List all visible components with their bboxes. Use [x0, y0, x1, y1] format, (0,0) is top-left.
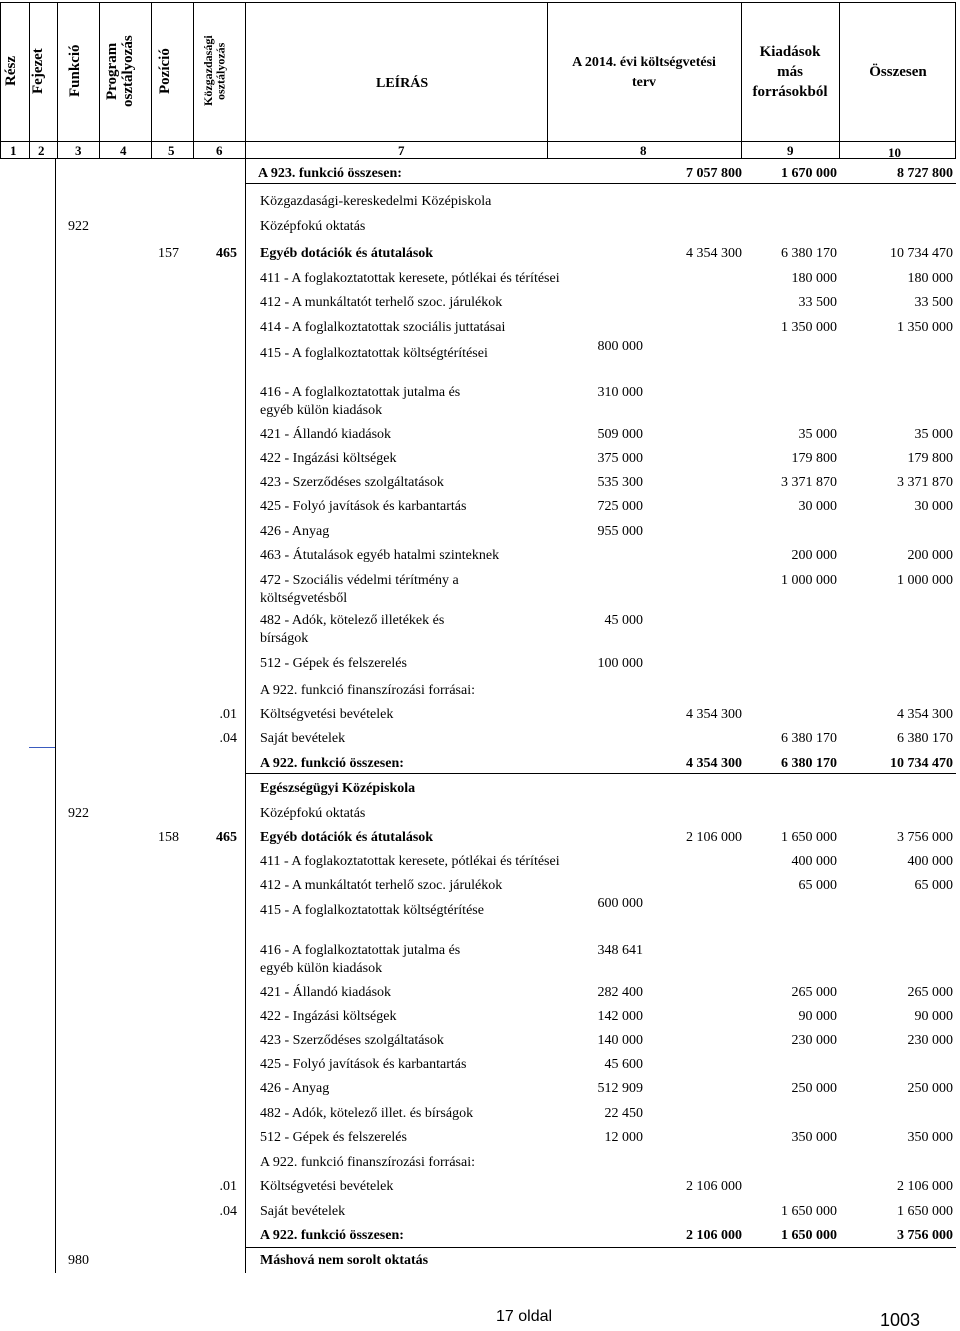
other-source-amount: 1 650 000 [781, 830, 837, 845]
position-code: .01 [219, 1179, 237, 1194]
other-source-amount: 179 800 [791, 451, 837, 466]
row-description-cont: egyéb külön kiadások [260, 403, 383, 418]
col-num-9: 9 [787, 143, 794, 158]
position-code: .01 [219, 707, 237, 722]
col-header-leiras: LEÍRÁS [376, 76, 429, 91]
row-description: Középfokú oktatás [260, 219, 366, 234]
function-code: 922 [68, 806, 89, 821]
col-header-pozicio: Pozíció [157, 48, 173, 94]
position-code: 465 [216, 830, 237, 845]
row-description: 482 - Adók, kötelező illet. és bírságok [260, 1106, 474, 1121]
cost-item-amount: 140 000 [597, 1033, 643, 1048]
other-source-amount: 250 000 [791, 1081, 837, 1096]
row-description: Költségvetési bevételek [260, 707, 394, 722]
col-num-1: 1 [10, 143, 17, 158]
plan-amount: 7 057 800 [686, 166, 742, 181]
row-description: 421 - Állandó kiadások [260, 985, 392, 1000]
row-description: A 922. funkció összesen: [260, 756, 404, 771]
other-source-amount: 1 650 000 [781, 1204, 837, 1219]
position-code: .04 [219, 731, 237, 746]
total-amount: 6 380 170 [897, 731, 953, 746]
row-description: A 923. funkció összesen: [258, 166, 402, 181]
row-description: A 922. funkció finanszírozási forrásai: [260, 1155, 475, 1170]
plan-amount: 4 354 300 [686, 246, 742, 261]
col-header-kiadasok-line2: más [777, 64, 803, 80]
col-num-4: 4 [120, 143, 127, 158]
total-amount: 265 000 [907, 985, 953, 1000]
row-description: 416 - A foglalkoztatottak jutalma és [260, 385, 461, 400]
col-num-10: 10 [888, 145, 901, 160]
row-description: 472 - Szociális védelmi térítmény a [260, 573, 459, 588]
col-header-kozgazd-line2: osztályozás [213, 42, 228, 100]
row-description: Költségvetési bevételek [260, 1179, 394, 1194]
total-amount: 230 000 [907, 1033, 953, 1048]
row-description: 412 - A munkáltatót terhelő szoc. járulékok [260, 878, 503, 893]
row-description: 512 - Gépek és felszerelés [260, 656, 407, 671]
row-description: 421 - Állandó kiadások [260, 427, 392, 442]
row-description: Egyéb dotációk és átutalások [260, 246, 434, 261]
cost-item-amount: 509 000 [597, 427, 643, 442]
col-num-5: 5 [168, 143, 175, 158]
cost-item-amount: 45 600 [604, 1057, 643, 1072]
row-description: Egészségügyi Középiskola [260, 781, 416, 796]
page-number: 1003 [880, 1310, 921, 1330]
plan-amount: 4 354 300 [686, 707, 742, 722]
cost-item-amount: 955 000 [597, 524, 643, 539]
row-description: A 922. funkció összesen: [260, 1228, 404, 1243]
col-header-program [105, 8, 145, 134]
row-description: 411 - A foglakoztatottak keresete, pótlékai és térítései [260, 271, 560, 286]
col-num-2: 2 [38, 143, 45, 158]
other-source-amount: 1 670 000 [781, 166, 837, 181]
cost-item-amount: 512 909 [597, 1081, 643, 1096]
col-header-resz: Rész [3, 56, 19, 86]
row-description: A 922. funkció finanszírozási forrásai: [260, 683, 475, 698]
row-description-cont: költségvetésből [260, 591, 348, 606]
row-description: Máshová nem sorolt oktatás [260, 1253, 429, 1268]
function-code: 922 [68, 219, 89, 234]
cost-item-amount: 12 000 [604, 1130, 643, 1145]
total-amount: 33 500 [914, 295, 953, 310]
total-amount: 1 650 000 [897, 1204, 953, 1219]
row-description: 422 - Ingázási költségek [260, 1009, 397, 1024]
row-description: Közgazdasági-kereskedelmi Középiskola [260, 194, 492, 209]
total-amount: 350 000 [907, 1130, 953, 1145]
col-num-6: 6 [216, 143, 223, 158]
row-description: 415 - A foglalkoztatottak költségtérítései [260, 346, 488, 361]
cost-item-amount: 310 000 [597, 385, 643, 400]
total-amount: 2 106 000 [897, 1179, 953, 1194]
total-amount: 65 000 [914, 878, 953, 893]
other-source-amount: 200 000 [791, 548, 837, 563]
total-amount: 4 354 300 [897, 707, 953, 722]
cost-item-amount: 600 000 [597, 896, 643, 911]
total-amount: 8 727 800 [897, 166, 953, 181]
col-header-kozgazd [202, 8, 236, 134]
cost-item-amount: 22 450 [604, 1106, 643, 1121]
other-source-amount: 230 000 [791, 1033, 837, 1048]
row-description: 425 - Folyó javítások és karbantartás [260, 499, 467, 514]
row-description: 411 - A foglakoztatottak keresete, pótlékai és térítései [260, 854, 560, 869]
total-amount: 10 734 470 [890, 756, 953, 771]
total-amount: 1 350 000 [897, 320, 953, 335]
col-header-program-line2: osztályozás [119, 35, 136, 107]
total-amount: 1 000 000 [897, 573, 953, 588]
row-description: Középfokú oktatás [260, 806, 366, 821]
other-source-amount: 35 000 [798, 427, 837, 442]
col-header-kiadasok [742, 42, 838, 102]
row-description: 463 - Átutalások egyéb hatalmi szinteknek [260, 548, 500, 563]
other-source-amount: 3 371 870 [781, 475, 837, 490]
col-header-kozgazd-line1: Közgazdasági [201, 35, 215, 107]
other-source-amount: 180 000 [791, 271, 837, 286]
other-source-amount: 90 000 [798, 1009, 837, 1024]
cost-item-amount: 100 000 [597, 656, 643, 671]
other-source-amount: 30 000 [798, 499, 837, 514]
col-num-7: 7 [398, 143, 405, 158]
other-source-amount: 65 000 [798, 878, 837, 893]
other-source-amount: 6 380 170 [781, 731, 837, 746]
total-amount: 3 756 000 [897, 830, 953, 845]
row-description: Egyéb dotációk és átutalások [260, 830, 434, 845]
other-source-amount: 1 000 000 [781, 573, 837, 588]
col-header-fejezet: Fejezet [30, 48, 46, 94]
other-source-amount: 1 650 000 [781, 1228, 837, 1243]
total-amount: 35 000 [914, 427, 953, 442]
row-description: 426 - Anyag [260, 524, 330, 539]
cost-item-amount: 800 000 [597, 339, 643, 354]
total-amount: 30 000 [914, 499, 953, 514]
total-amount: 400 000 [907, 854, 953, 869]
program-code: 158 [158, 830, 179, 845]
position-code: 465 [216, 246, 237, 261]
other-source-amount: 33 500 [798, 295, 837, 310]
total-amount: 90 000 [914, 1009, 953, 1024]
cost-item-amount: 348 641 [597, 943, 643, 958]
col-header-osszesen: Összesen [869, 64, 927, 80]
row-description: Saját bevételek [260, 1204, 346, 1219]
row-description: 416 - A foglalkoztatottak jutalma és [260, 943, 461, 958]
cost-item-amount: 375 000 [597, 451, 643, 466]
col-header-terv-line2: terv [631, 75, 657, 90]
cost-item-amount: 282 400 [597, 985, 643, 1000]
row-description: 426 - Anyag [260, 1081, 330, 1096]
other-source-amount: 6 380 170 [781, 756, 837, 771]
page-label: 17 oldal [496, 1308, 553, 1325]
plan-amount: 2 106 000 [686, 1179, 742, 1194]
row-description-cont: bírságok [260, 631, 309, 646]
other-source-amount: 350 000 [791, 1130, 837, 1145]
col-header-program-line1: Program [104, 42, 120, 100]
total-amount: 179 800 [907, 451, 953, 466]
row-description: 482 - Adók, kötelező illetékek és [260, 613, 445, 628]
other-source-amount: 1 350 000 [781, 320, 837, 335]
plan-amount: 2 106 000 [686, 1228, 742, 1243]
col-header-kiadasok-line3: forrásokból [752, 84, 828, 100]
row-description: 414 - A foglalkoztatottak szociális juttatásai [260, 320, 506, 335]
function-code: 980 [68, 1253, 89, 1268]
total-amount: 3 371 870 [897, 475, 953, 490]
row-description: 512 - Gépek és felszerelés [260, 1130, 407, 1145]
total-amount: 10 734 470 [890, 246, 953, 261]
row-description: 415 - A foglalkoztatottak költségtérítése [260, 903, 484, 918]
row-description: 425 - Folyó javítások és karbantartás [260, 1057, 467, 1072]
cost-item-amount: 142 000 [597, 1009, 643, 1024]
total-amount: 200 000 [907, 548, 953, 563]
other-source-amount: 265 000 [791, 985, 837, 1000]
col-num-8: 8 [640, 143, 647, 158]
total-amount: 180 000 [907, 271, 953, 286]
row-description: 422 - Ingázási költségek [260, 451, 397, 466]
total-amount: 3 756 000 [897, 1228, 953, 1243]
program-code: 157 [158, 246, 179, 261]
col-header-terv-line1: A 2014. évi költségvetési [572, 55, 716, 70]
plan-amount: 2 106 000 [686, 830, 742, 845]
position-code: .04 [219, 1204, 237, 1219]
row-description: Saját bevételek [260, 731, 346, 746]
row-description: 423 - Szerződéses szolgáltatások [260, 475, 444, 490]
col-header-funkcio: Funkció [67, 44, 83, 98]
col-num-3: 3 [75, 143, 82, 158]
row-description-cont: egyéb külön kiadások [260, 961, 383, 976]
plan-amount: 4 354 300 [686, 756, 742, 771]
cost-item-amount: 45 000 [604, 613, 643, 628]
row-description: 423 - Szerződéses szolgáltatások [260, 1033, 444, 1048]
col-header-terv [548, 53, 740, 93]
other-source-amount: 400 000 [791, 854, 837, 869]
cost-item-amount: 535 300 [597, 475, 643, 490]
total-amount: 250 000 [907, 1081, 953, 1096]
col-header-kiadasok-line1: Kiadások [759, 44, 821, 60]
other-source-amount: 6 380 170 [781, 246, 837, 261]
cost-item-amount: 725 000 [597, 499, 643, 514]
row-description: 412 - A munkáltatót terhelő szoc. járulékok [260, 295, 503, 310]
